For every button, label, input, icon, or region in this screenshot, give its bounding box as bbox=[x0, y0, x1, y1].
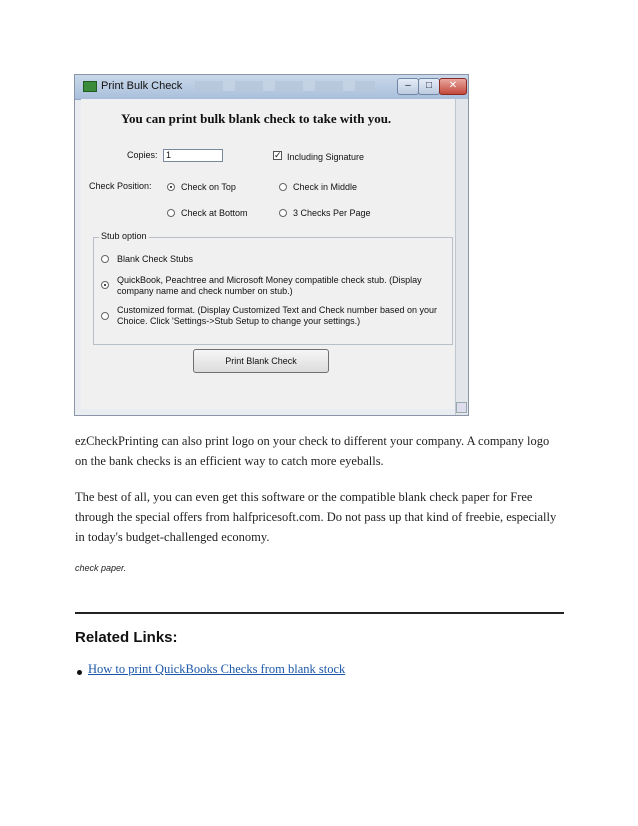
resize-grip-icon[interactable] bbox=[456, 402, 467, 413]
copies-input[interactable]: 1 bbox=[163, 149, 223, 162]
window-titlebar bbox=[75, 75, 468, 100]
radio-3-checks-per-page-label: 3 Checks Per Page bbox=[293, 208, 371, 218]
radio-customized-format-label-line1: Customized format. (Display Customized Text and Check number based on your bbox=[117, 305, 437, 315]
maximize-button[interactable]: □ bbox=[418, 78, 440, 95]
copies-label: Copies: bbox=[127, 150, 158, 160]
including-signature-checkbox[interactable]: ✓ bbox=[274, 150, 282, 160]
check-position-label: Check Position: bbox=[89, 181, 152, 191]
close-button[interactable]: ✕ bbox=[439, 78, 467, 95]
bullet-icon bbox=[77, 670, 82, 675]
paragraph-logo-line2: on the bank checks is an efficient way to catch more eyeballs. bbox=[75, 454, 384, 468]
window-title: Print Bulk Check bbox=[101, 80, 183, 92]
radio-customized-format-label-line2: Choice. Click 'Settings->Stub Setup to change your settings.) bbox=[117, 316, 361, 326]
stub-option-group-title: Stub option bbox=[101, 231, 147, 241]
paragraph-logo-line1: ezCheckPrinting can also print logo on your check to different your company. A company logo bbox=[75, 434, 550, 448]
app-icon bbox=[83, 81, 97, 92]
related-links-heading: Related Links: bbox=[75, 629, 178, 646]
paragraph-free-offer-line2: through the special offers from halfpricesoft.com. Do not pass up that kind of freebie, especially bbox=[75, 510, 557, 524]
radio-customized-format[interactable] bbox=[101, 312, 109, 320]
radio-check-on-top[interactable] bbox=[167, 183, 175, 191]
radio-check-in-middle-label: Check in Middle bbox=[293, 182, 358, 192]
including-signature-label: Including Signature bbox=[287, 152, 365, 162]
radio-quickbook-stub-label-line1: QuickBook, Peachtree and Microsoft Money compatible check stub. (Display bbox=[117, 275, 422, 285]
radio-blank-check-stubs[interactable] bbox=[101, 255, 109, 263]
minimize-button[interactable]: – bbox=[397, 78, 419, 95]
radio-quickbook-stub-label-line2: company name and check number on stub.) bbox=[117, 286, 293, 296]
dialog-client-area bbox=[81, 99, 456, 409]
vertical-scrollbar[interactable] bbox=[455, 99, 468, 415]
radio-check-at-bottom-label: Check at Bottom bbox=[181, 208, 248, 218]
paragraph-logo bbox=[75, 431, 565, 471]
print-bulk-check-screenshot bbox=[74, 74, 469, 416]
radio-quickbook-stub[interactable] bbox=[101, 281, 109, 289]
paragraph-free-offer bbox=[75, 487, 565, 547]
radio-check-on-top-label: Check on Top bbox=[181, 182, 236, 192]
radio-check-in-middle[interactable] bbox=[279, 183, 287, 191]
radio-blank-check-stubs-label: Blank Check Stubs bbox=[117, 254, 194, 264]
paragraph-free-offer-line3: in today's budget-challenged economy. bbox=[75, 530, 270, 544]
horizontal-divider bbox=[75, 612, 564, 614]
related-link-quickbooks-checks[interactable]: How to print QuickBooks Checks from blank stock bbox=[88, 662, 346, 676]
paragraph-free-offer-line1: The best of all, you can even get this software or the compatible blank check paper for Free bbox=[75, 490, 533, 504]
print-blank-check-button[interactable]: Print Blank Check bbox=[193, 349, 329, 373]
dialog-headline: You can print bulk blank check to take with you. bbox=[121, 111, 392, 126]
background-tabs bbox=[195, 81, 375, 91]
small-note: check paper. bbox=[75, 563, 127, 573]
radio-3-checks-per-page[interactable] bbox=[279, 209, 287, 217]
radio-check-at-bottom[interactable] bbox=[167, 209, 175, 217]
